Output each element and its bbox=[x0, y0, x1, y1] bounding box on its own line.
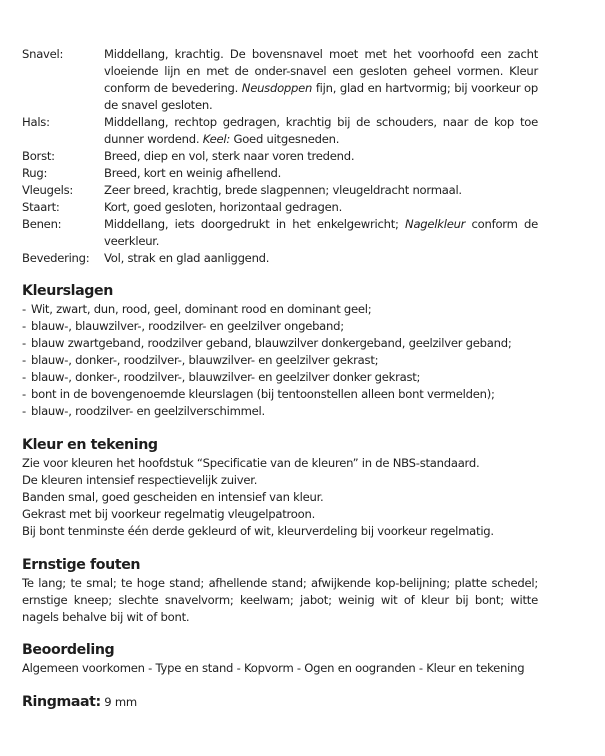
emphasized-term: Keel: bbox=[202, 132, 231, 146]
text-line: Bij bont tenminste één derde gekleurd of wit, kleurverdeling bij voorkeur regelmatig. bbox=[22, 524, 494, 538]
kleurslagen-list bbox=[22, 301, 538, 420]
text-run: fijn, glad en hartvormig; bij voorkeur op de snavel gesloten. bbox=[104, 81, 538, 112]
text-run: Middellang, rechtop gedragen, krachtig bij de schouders, naar de kop toe dunner wordend. bbox=[104, 115, 538, 146]
list-item: - blauw-, roodzilver- en geelzilverschimmel. bbox=[22, 403, 538, 420]
property-description bbox=[104, 199, 538, 216]
property-label: Hals: bbox=[22, 115, 50, 129]
section-kleurslagen bbox=[22, 282, 538, 420]
ringmaat-value: 9 mm bbox=[104, 695, 137, 709]
text-run: Goed uitgesneden. bbox=[230, 132, 340, 146]
property-label: Vleugels: bbox=[22, 183, 74, 197]
text-line: Zie voor kleuren het hoofdstuk “Specificatie van de kleuren” in de NBS-standaard. bbox=[22, 456, 480, 470]
list-item: - Wit, zwart, dun, rood, geel, dominant rood en dominant geel; bbox=[22, 301, 538, 318]
beoordeling-text: Algemeen voorkomen - Type en stand - Kopvorm - Ogen en oogranden - Kleur en tekening bbox=[22, 661, 525, 675]
property-label: Borst: bbox=[22, 149, 55, 163]
list-item: - blauw-, donker-, roodzilver-, blauwzilver- en geelzilver donker gekrast; bbox=[22, 369, 538, 386]
list-item: - blauw-, donker-, roodzilver-, blauwzilver- en geelzilver gekrast; bbox=[22, 352, 538, 369]
property-description bbox=[104, 250, 538, 267]
property-description bbox=[104, 114, 538, 148]
property-description bbox=[104, 216, 538, 250]
section-heading: Beoordeling bbox=[22, 642, 115, 658]
property-label: Benen: bbox=[22, 217, 62, 231]
emphasized-term: Neusdoppen bbox=[241, 81, 313, 95]
list-item: - bont in de bovengenoemde kleurslagen (bij tentoonstellen alleen bont vermelden); bbox=[22, 386, 538, 403]
property-label: Staart: bbox=[22, 200, 60, 214]
property-description bbox=[104, 182, 538, 199]
text-run: Breed, diep en vol, sterk naar voren tredend. bbox=[104, 149, 355, 163]
document-page bbox=[22, 46, 538, 711]
text-run: Middellang, krachtig. De bovensnavel moet met het voorhoofd een zacht vloeiende lijn en met de onder-snavel een gesloten geheel vormen. Kleur conform de bevedering. bbox=[104, 47, 538, 95]
property-description bbox=[104, 46, 538, 114]
text-line: Banden smal, goed gescheiden en intensief van kleur. bbox=[22, 490, 324, 504]
section-heading: Kleurslagen bbox=[22, 283, 113, 299]
section-heading: Kleur en tekening bbox=[22, 437, 158, 453]
text-run: Middellang, iets doorgedrukt in het enkelgewricht; bbox=[104, 217, 406, 231]
list-item: - blauw zwartgeband, roodzilver geband, blauwzilver donkergeband, geelzilver geband; bbox=[22, 335, 538, 352]
section-ernstige-fouten bbox=[22, 556, 538, 626]
text-line: De kleuren intensief respectievelijk zuiver. bbox=[22, 473, 258, 487]
ringmaat bbox=[22, 693, 538, 711]
text-line: Gekrast met bij voorkeur regelmatig vleugelpatroon. bbox=[22, 507, 316, 521]
property-label: Rug: bbox=[22, 166, 48, 180]
kleur-en-tekening-text bbox=[22, 455, 538, 540]
section-beoordeling bbox=[22, 641, 538, 677]
text-run: Vol, strak en glad aanliggend. bbox=[104, 251, 270, 265]
section-heading: Ernstige fouten bbox=[22, 557, 141, 573]
list-item: - blauw-, blauwzilver-, roodzilver- en geelzilver ongeband; bbox=[22, 318, 538, 335]
text-run: Kort, goed gesloten, horizontaal gedragen. bbox=[104, 200, 343, 214]
text-run: Breed, kort en weinig afhellend. bbox=[104, 166, 282, 180]
ernstige-fouten-text: Te lang; te smal; te hoge stand; afhellende stand; afwijkende kop-belijning; platte schedel; ernstige kneep; slechte snavelvorm; keelwam; jabot; weinig wit of kleur bij bont; witte nagels behalve bij wit of bont. bbox=[22, 576, 538, 624]
emphasized-term: Nagelkleur bbox=[405, 217, 466, 231]
text-run: Zeer breed, krachtig, brede slagpennen; vleugeldracht normaal. bbox=[104, 183, 462, 197]
ringmaat-label: Ringmaat: bbox=[22, 694, 101, 710]
property-label: Snavel: bbox=[22, 47, 64, 61]
text-run: conform de veerkleur. bbox=[104, 217, 538, 248]
section-kleur-en-tekening bbox=[22, 436, 538, 540]
property-description bbox=[104, 165, 538, 182]
property-label: Bevedering: bbox=[22, 251, 90, 265]
property-list bbox=[22, 46, 538, 267]
property-description bbox=[104, 148, 538, 165]
